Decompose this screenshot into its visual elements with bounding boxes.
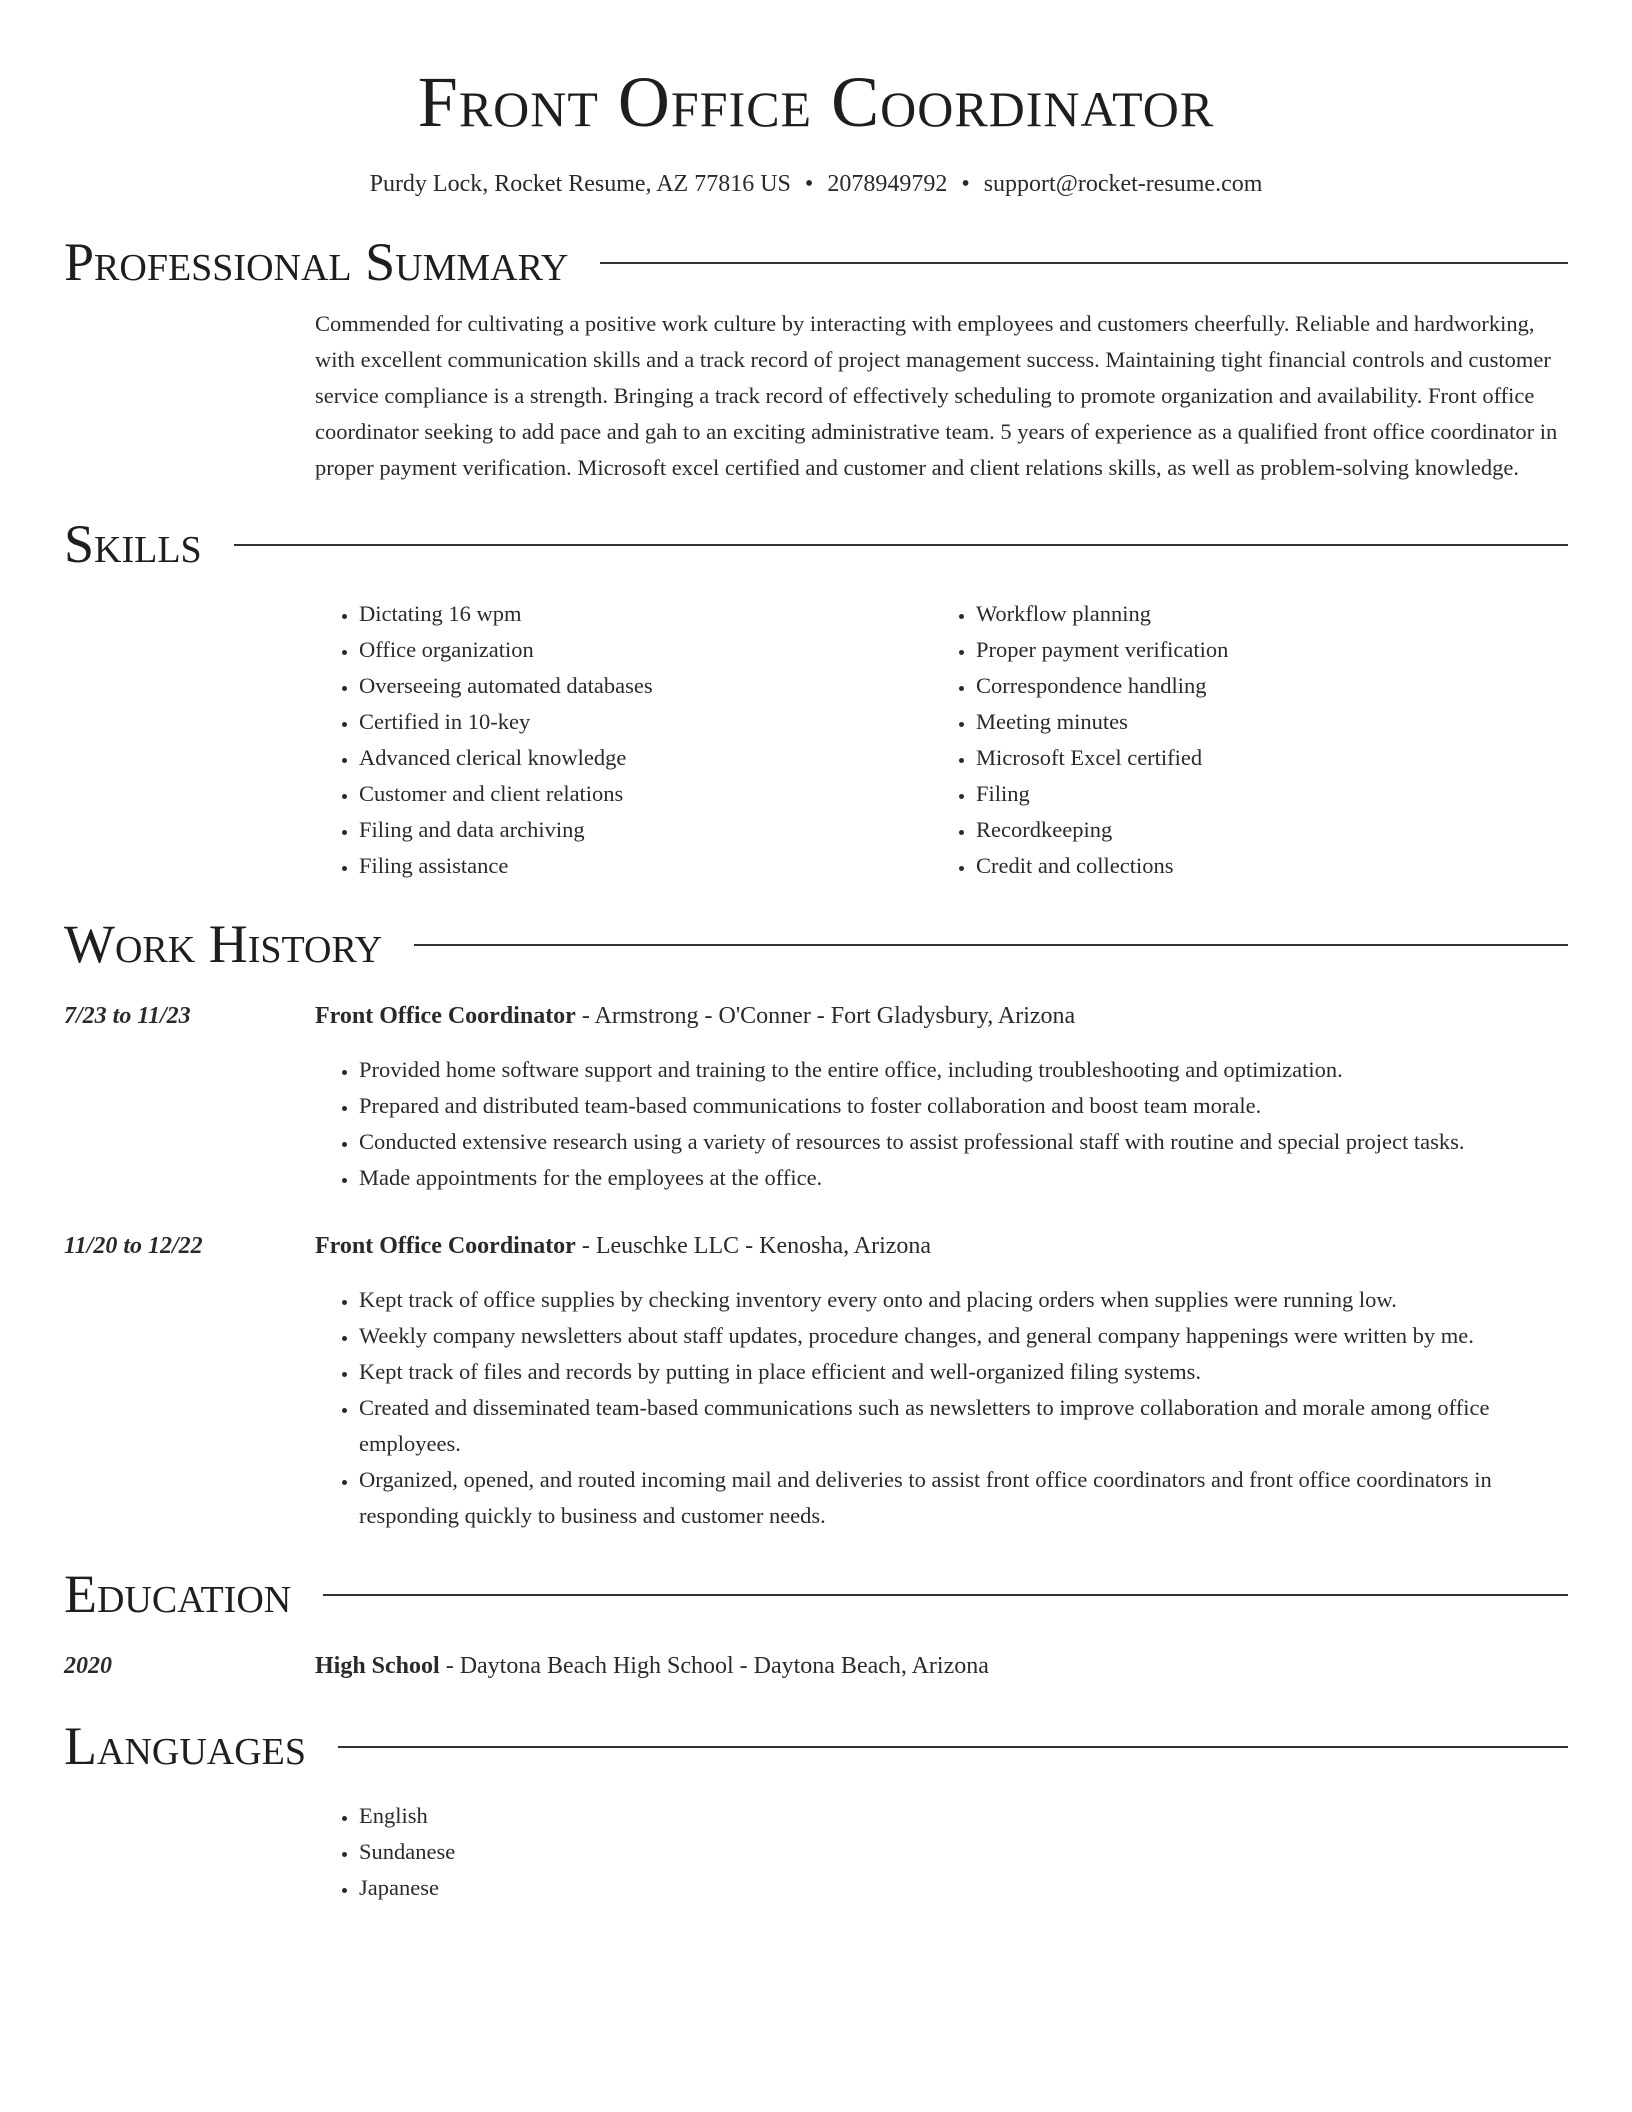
section-divider: [234, 544, 1568, 546]
section-divider: [600, 262, 1568, 264]
skills-heading: Skills: [64, 514, 202, 574]
job-dates: 11/20 to 12/22: [64, 1233, 203, 1259]
education-heading: Education: [64, 1564, 292, 1624]
job-duty: • Prepared and distributed team-based communications to foster collaboration and boost team morale.: [359, 1088, 1567, 1124]
job-duty: • Organized, opened, and routed incoming mail and deliveries to assist front office coordinators and front office coordinators in responding quickly to business and customer needs.: [359, 1462, 1567, 1534]
education-section: [64, 1564, 1568, 1684]
language-item: • English: [359, 1798, 1568, 1834]
resume-page: [64, 0, 1568, 1906]
summary-section: [64, 232, 1568, 486]
job-duty: • Created and disseminated team-based communications such as newsletters to improve collaboration and morale among office employees.: [359, 1390, 1567, 1462]
job-duty: • Kept track of office supplies by checking inventory every onto and placing orders when supplies were running low.: [359, 1282, 1567, 1318]
job-entry: [64, 998, 1568, 1034]
education-header: [64, 1564, 1568, 1624]
job-duties: [315, 1282, 1567, 1534]
resume-title: Front Office Coordinator: [417, 62, 1215, 142]
language-item: • Japanese: [359, 1870, 1568, 1906]
section-divider: [338, 1746, 1568, 1748]
job-role: Front Office Coordinator: [315, 1003, 576, 1029]
skills-header: [64, 514, 1568, 574]
skills-column-right: [932, 596, 1549, 884]
skill-item: • Advanced clerical knowledge: [359, 740, 932, 776]
work-history-header: [64, 914, 1568, 974]
job-duty: • Made appointments for the employees at the office.: [359, 1160, 1567, 1196]
skill-item: • Meeting minutes: [976, 704, 1549, 740]
skill-item: • Recordkeeping: [976, 812, 1549, 848]
language-item: • Sundanese: [359, 1834, 1568, 1870]
work-history-heading: Work History: [64, 914, 383, 974]
education-school: - Daytona Beach High School - Daytona Beach, Arizona: [439, 1653, 989, 1679]
contact-line: [64, 168, 1568, 200]
skill-item: • Customer and client relations: [359, 776, 932, 812]
job-employer: - Armstrong - O'Conner - Fort Gladysbury, Arizona: [575, 1003, 1076, 1029]
summary-text: Commended for cultivating a positive work culture by interacting with employees and customers cheerfully. Reliable and hardworking, with excellent communication skills and a track record of project management success. Maintaining tight financial controls and customer service compliance is a strength. Bringing a track record of effectively scheduling to promote organization and availability. Front office coordinator seeking to add pace and gah to an exciting administrative team. 5 years of experience as a qualified front office coordinator in proper payment verification. Microsoft excel certified and customer and client relations skills, as well as problem-solving knowledge.: [315, 311, 1558, 480]
education-degree: High School: [315, 1653, 440, 1679]
job-role: Front Office Coordinator: [315, 1233, 576, 1259]
languages-bullets: [315, 1798, 1568, 1906]
skill-item: • Certified in 10-key: [359, 704, 932, 740]
languages-section: [64, 1716, 1568, 1906]
job-heading: [315, 1228, 1568, 1264]
job-duty: • Provided home software support and training to the entire office, including troubleshooting and optimization.: [359, 1052, 1567, 1088]
skill-item: • Workflow planning: [976, 596, 1549, 632]
skill-item: • Filing assistance: [359, 848, 932, 884]
job-dates: 7/23 to 11/23: [64, 1003, 191, 1029]
skill-item: • Proper payment verification: [976, 632, 1549, 668]
job-employer: - Leuschke LLC - Kenosha, Arizona: [575, 1233, 932, 1259]
skill-item: • Microsoft Excel certified: [976, 740, 1549, 776]
education-heading-line: [315, 1648, 1568, 1684]
skill-item: • Office organization: [359, 632, 932, 668]
job-duties-list: [315, 1282, 1567, 1534]
skills-list-left: [315, 596, 932, 884]
job-duty: • Conducted extensive research using a variety of resources to assist professional staff with routine and special project tasks.: [359, 1124, 1567, 1160]
languages-header: [64, 1716, 1568, 1776]
education-year: 2020: [64, 1653, 112, 1679]
job-duties-list: [315, 1052, 1567, 1196]
contact-separator: •: [804, 171, 814, 197]
work-history-section: [64, 914, 1568, 1534]
education-entry: [64, 1648, 1568, 1684]
job-duty: • Weekly company newsletters about staff updates, procedure changes, and general company happenings were written by me.: [359, 1318, 1567, 1354]
contact-separator: •: [961, 171, 970, 197]
job-entry: [64, 1228, 1568, 1264]
summary-heading: Professional Summary: [64, 232, 569, 292]
skill-item: • Credit and collections: [976, 848, 1549, 884]
job-duties: [315, 1052, 1567, 1196]
skill-item: • Overseeing automated databases: [359, 668, 932, 704]
contact-phone: 2078949792: [827, 171, 948, 197]
summary-header: [64, 232, 1568, 292]
skill-item: • Dictating 16 wpm: [359, 596, 932, 632]
job-duty: • Kept track of files and records by putting in place efficient and well-organized filing systems.: [359, 1354, 1567, 1390]
contact-email[interactable]: support@rocket-resume.com: [983, 171, 1263, 197]
skill-item: • Correspondence handling: [976, 668, 1549, 704]
languages-heading: Languages: [64, 1716, 306, 1776]
skill-item: • Filing: [976, 776, 1549, 812]
skills-column-left: [315, 596, 932, 884]
contact-address: Purdy Lock, Rocket Resume, AZ 77816 US: [369, 171, 791, 197]
section-divider: [323, 1594, 1568, 1596]
skill-item: • Filing and data archiving: [359, 812, 932, 848]
skills-grid: [315, 596, 1568, 884]
section-divider: [414, 944, 1568, 946]
job-heading: [315, 998, 1568, 1034]
skills-list-right: [932, 596, 1549, 884]
languages-list: [315, 1798, 1568, 1906]
skills-section: [64, 514, 1568, 884]
